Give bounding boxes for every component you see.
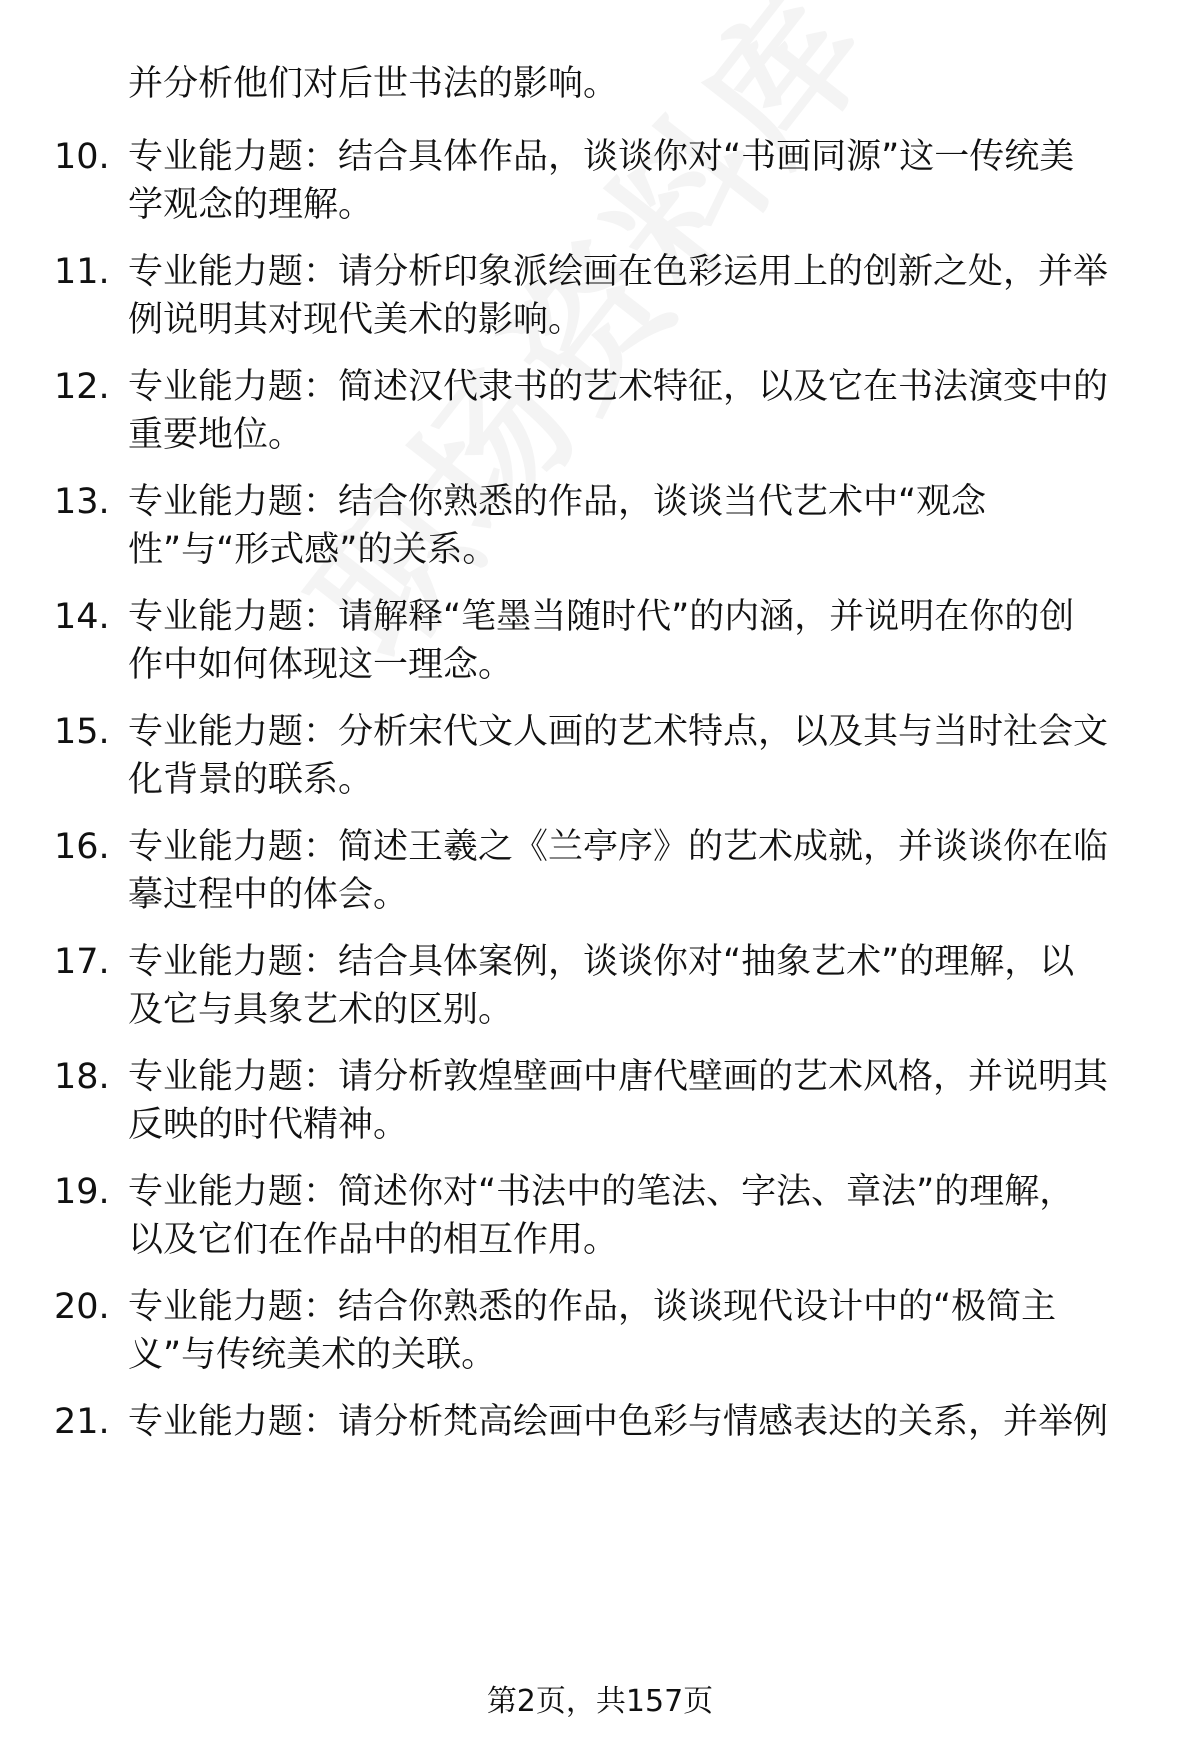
question-text-line1: 专业能力题：简述汉代隶书的艺术特征，以及它在书法演变中的: [128, 367, 1109, 407]
question-text-line2: 及它与具象艺术的区别。: [128, 990, 514, 1030]
question-text-line1: 专业能力题：请分析印象派绘画在色彩运用上的创新之处，并举: [128, 252, 1109, 292]
question-number: 19.: [54, 1172, 110, 1212]
question-text-line1: 专业能力题：简述王羲之《兰亭序》的艺术成就，并谈谈你在临: [128, 827, 1109, 867]
question-21: [0, 1398, 1200, 1494]
question-text-line1: 专业能力题：结合你熟悉的作品，谈谈现代设计中的“极简主: [128, 1287, 1057, 1327]
question-20: [0, 1283, 1200, 1379]
question-text-line2: 重要地位。: [128, 415, 304, 455]
question-text-line1: 专业能力题：请分析敦煌壁画中唐代壁画的艺术风格，并说明其: [128, 1057, 1109, 1097]
question-number: 18.: [54, 1057, 110, 1097]
question-11: [0, 248, 1200, 344]
question-text-line2: 化背景的联系。: [128, 760, 374, 800]
question-number: 10.: [54, 137, 110, 177]
question-number: 15.: [54, 712, 110, 752]
question-text-line2: 性”与“形式感”的关系。: [128, 530, 498, 570]
question-number: 12.: [54, 367, 110, 407]
question-number: 16.: [54, 827, 110, 867]
question-9-continuation: 并分析他们对后世书法的影响。: [128, 64, 619, 104]
question-text-line1: 专业能力题：结合具体作品，谈谈你对“书画同源”这一传统美: [128, 137, 1075, 177]
question-text-line2: 例说明其对现代美术的影响。: [128, 300, 584, 340]
page-footer: 第2页，共157页: [486, 1684, 714, 1719]
question-text-line1: 专业能力题：简述你对“书法中的笔法、字法、章法”的理解，: [128, 1172, 1075, 1212]
question-18: [0, 1053, 1200, 1149]
question-number: 21.: [54, 1402, 110, 1442]
question-text-line2: 义”与传统美术的关联。: [128, 1335, 497, 1375]
question-text-line2: 作中如何体现这一理念。: [128, 645, 514, 685]
question-15: [0, 708, 1200, 804]
question-number: 13.: [54, 482, 110, 522]
question-text-line1: 专业能力题：结合具体案例，谈谈你对“抽象艺术”的理解，以: [128, 942, 1075, 982]
question-19: [0, 1168, 1200, 1264]
question-text-line1: 专业能力题：请分析梵高绘画中色彩与情感表达的关系，并举例: [128, 1402, 1109, 1442]
question-text-line1: 专业能力题：分析宋代文人画的艺术特点，以及其与当时社会文: [128, 712, 1109, 752]
question-number: 17.: [54, 942, 110, 982]
question-14: [0, 593, 1200, 689]
question-text-line2: 学观念的理解。: [128, 185, 374, 225]
question-text-line1: 专业能力题：结合你熟悉的作品，谈谈当代艺术中“观念: [128, 482, 987, 522]
question-text-line2: 摹过程中的体会。: [128, 875, 409, 915]
question-number: 14.: [54, 597, 110, 637]
question-12: [0, 363, 1200, 459]
question-10: [0, 133, 1200, 229]
question-number: 11.: [54, 252, 110, 292]
question-text-line1: 专业能力题：请解释“笔墨当随时代”的内涵，并说明在你的创: [128, 597, 1075, 637]
question-number: 20.: [54, 1287, 110, 1327]
question-13: [0, 478, 1200, 574]
question-16: [0, 823, 1200, 919]
question-text-line2: 反映的时代精神。: [128, 1105, 409, 1145]
question-17: [0, 938, 1200, 1034]
question-text-line2: 以及它们在作品中的相互作用。: [128, 1220, 619, 1260]
